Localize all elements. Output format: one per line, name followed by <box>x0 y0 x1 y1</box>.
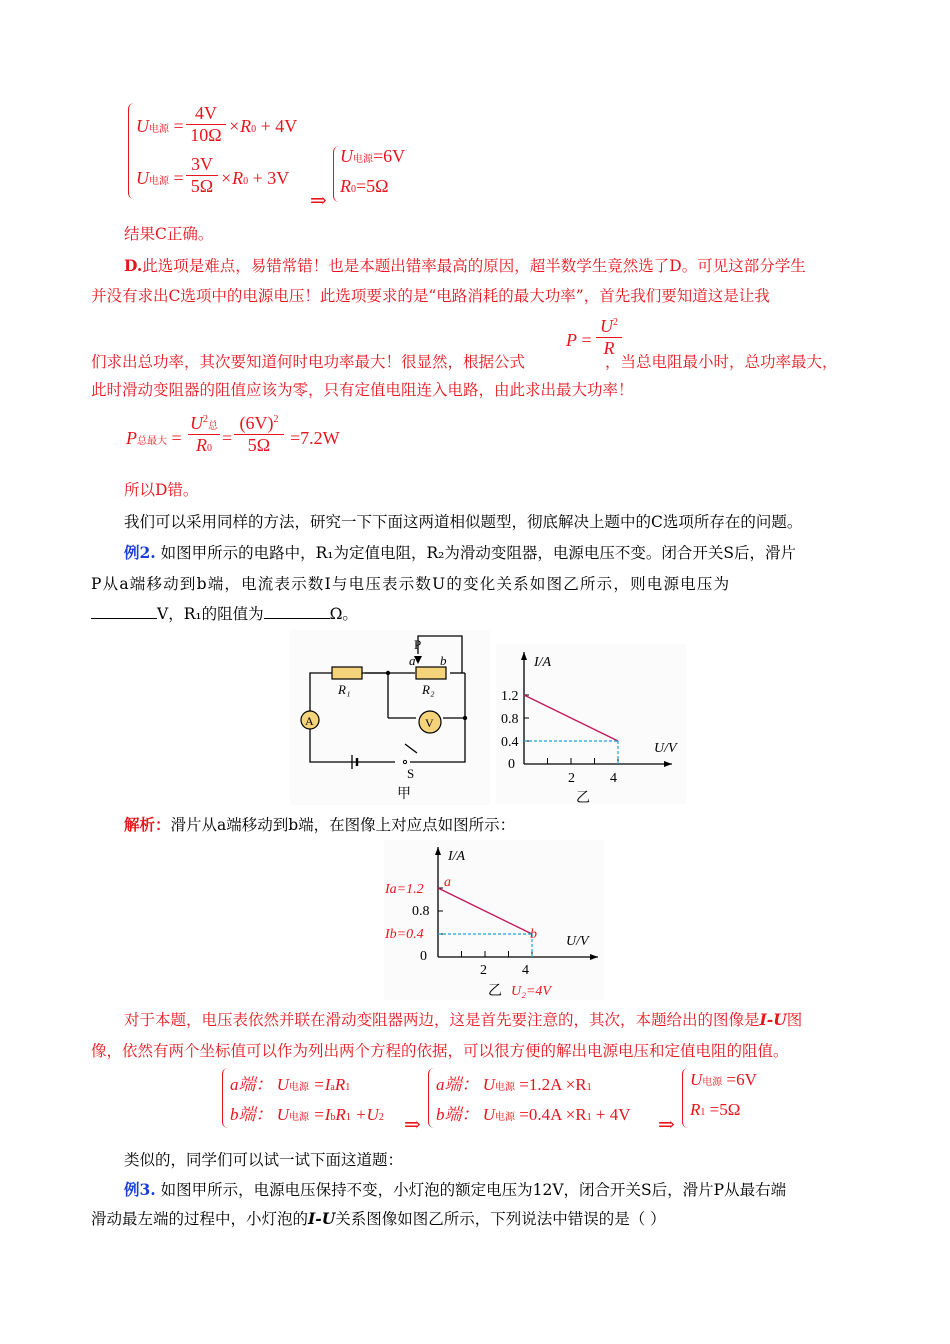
eq-term: + 4V <box>260 116 298 136</box>
example-2-line-1 <box>124 543 899 563</box>
example-label: 例2. <box>124 543 156 562</box>
eq1-row1-fraction <box>186 103 226 146</box>
example-text: 如图甲所示的电路中，R₁为定值电阻，R₂为滑动变阻器，电源电压不变。闭合开关S后，滑片 <box>155 544 797 562</box>
similar-line: 类似的，同学们可以试一试下面这道题： <box>124 1151 404 1169</box>
example-text: V，R₁的阻值为 <box>157 605 264 623</box>
result-brace <box>333 146 340 202</box>
para2-line-1 <box>124 1010 899 1030</box>
result-brace <box>682 1068 689 1128</box>
origin-label: 0 <box>508 757 515 772</box>
fraction-numerator: U <box>190 413 203 433</box>
example-label: 例3. <box>124 1180 156 1199</box>
eq3-result-1: U电源 =6V <box>690 1070 757 1089</box>
d-paragraph-line-4: 此时滑动变阻器的阻值应该为零，只有定值电阻连入电路，由此求出最大功率！ <box>91 381 634 399</box>
eq-subscript: 电源 <box>149 176 169 187</box>
origin-label: 0 <box>420 949 427 964</box>
formula-p <box>566 330 592 351</box>
fraction-numerator: 3V <box>191 154 213 174</box>
para-emphasis: I-U <box>759 1010 787 1029</box>
figure-caption: 乙 <box>576 791 590 804</box>
c-result: 结果C正确。 <box>124 225 214 243</box>
example-text: 滑动最左端的过程中，小灯泡的 <box>91 1210 309 1228</box>
label-voltmeter: V <box>425 716 434 730</box>
y-axis-label: I/A <box>534 655 552 670</box>
x-tick-label: 2 <box>480 963 487 978</box>
d-paragraph-line-1 <box>124 256 899 276</box>
eq-superscript: 2 <box>613 317 618 328</box>
middle-brace <box>428 1068 435 1128</box>
eq1-row1 <box>136 116 184 137</box>
d-paragraph-line-2: 并没有求出C选项中的电源电压！此选项要求的是“电路消耗的最大功率”，首先我们要知道这是让我 <box>91 287 770 305</box>
eq-subscript: 电源 <box>149 124 169 135</box>
analysis-line <box>124 815 899 835</box>
eq-symbol: P <box>566 330 577 350</box>
eq-subscript: 0 <box>243 176 249 187</box>
fraction-numerator: U <box>600 316 613 336</box>
example-2-line-2: P从a端移动到b端，电流表示数I与电压表示数U的变化关系如图乙所示，则电源电压为 <box>91 575 731 593</box>
example-text: 关系图像如图乙所示，下列说法中错误的是（ ） <box>335 1210 666 1228</box>
fraction-numerator: 4V <box>195 103 217 123</box>
eq-value: =5Ω <box>356 176 389 196</box>
example-3-line-1 <box>124 1180 899 1200</box>
fraction-denominator: 10Ω <box>190 125 222 145</box>
pmax-lhs <box>126 428 182 449</box>
y-axis-label: I/A <box>448 849 466 864</box>
ib-label: Ib=0.4 <box>385 927 424 942</box>
eq1-row1-rest <box>228 116 297 137</box>
circuit-diagram <box>290 630 490 805</box>
pmax-result: =7.2W <box>290 428 340 448</box>
y-tick-label: 0.4 <box>501 735 519 750</box>
implies-arrow: ⇒ <box>658 1114 675 1136</box>
label-r2: R₂ <box>422 682 435 697</box>
fraction-denominator: R <box>196 435 207 455</box>
point-b-label: b <box>530 927 537 942</box>
fraction-numerator: (6V) <box>239 413 274 433</box>
eq-subscript: 电源 <box>353 154 373 165</box>
eq-term: ×R <box>228 116 252 136</box>
eq-superscript: 2 <box>273 414 279 425</box>
example-3-line-2 <box>91 1209 866 1229</box>
y-tick-label: 0.8 <box>501 712 519 727</box>
fraction-denominator: 5Ω <box>190 176 214 196</box>
pmax-fraction-2 <box>234 413 284 456</box>
u2-label: U₂=4V <box>511 984 551 999</box>
resistor-r2 <box>416 667 446 679</box>
eq-subscript: 0 <box>251 124 257 135</box>
x-axis-label: U/V <box>566 934 589 949</box>
answer-blank[interactable] <box>91 604 157 619</box>
example-text: Ω。 <box>329 605 358 623</box>
eq-sign: = <box>581 330 592 350</box>
d-result: 所以D错。 <box>124 481 199 499</box>
figure-caption: 甲 <box>397 787 411 802</box>
eq-symbol: P <box>126 428 137 448</box>
label-b: b <box>440 653 447 668</box>
label-a: a <box>409 653 416 668</box>
eq-sign: = <box>171 428 182 448</box>
y-tick-label: 1.2 <box>501 689 519 704</box>
example-emphasis: I-U <box>308 1209 336 1228</box>
label-switch: S <box>407 766 415 781</box>
eq-superscript: 2 <box>203 414 208 425</box>
answer-blank[interactable] <box>264 604 330 619</box>
eq-term: + 3V <box>252 168 290 188</box>
eq1-row2 <box>136 168 184 189</box>
eq-sign: = <box>173 116 184 136</box>
figure-caption: 乙 <box>488 984 502 999</box>
eq3-b2-row: b端： U电源 =0.4A ×R1 + 4V <box>436 1105 631 1124</box>
eq-sign: = <box>222 428 233 448</box>
eq1-row2-rest <box>220 168 289 189</box>
graph-2 <box>384 840 604 1000</box>
label-ammeter: A <box>305 714 314 728</box>
label-p: P <box>414 637 422 652</box>
d-paragraph-line-3 <box>91 352 866 372</box>
eq3-b-row: b端： U电源 =IbR1 +U2 <box>230 1105 384 1124</box>
example-text: 如图甲所示，电源电压保持不变，小灯泡的额定电压为12V，闭合开关S后，滑片P从最右端 <box>155 1181 787 1199</box>
eq-symbol: U <box>136 116 149 136</box>
resistor-r1 <box>332 667 362 679</box>
para2-line-2: 像，依然有两个坐标值可以作为列出两个方程的依据，可以很方便的解出电源电压和定值电阻的阻值。 <box>91 1042 789 1060</box>
left-brace <box>222 1068 229 1128</box>
x-tick-label: 4 <box>610 771 617 786</box>
eq-sign: = <box>173 168 184 188</box>
analysis-text: 滑片从a端移动到b端，在图像上对应点如图所示： <box>170 816 516 834</box>
fraction-denominator: 5Ω <box>247 435 271 455</box>
point-a-label: a <box>444 875 451 890</box>
eq-value: =6V <box>373 146 406 166</box>
eq-subscript: 总 <box>208 421 218 432</box>
eq-subscript: 总最大 <box>137 436 167 447</box>
ia-label: Ia=1.2 <box>385 882 424 897</box>
eq3-a2-row: a端： U电源 =1.2A ×R1 <box>436 1075 592 1094</box>
x-tick-label: 4 <box>522 963 529 978</box>
fraction-denominator: R <box>603 338 615 358</box>
eq3-result-2: R1 =5Ω <box>690 1100 741 1119</box>
x-axis-label: U/V <box>654 741 677 756</box>
para-text: 图 <box>786 1011 803 1029</box>
eq-symbol: U <box>136 168 149 188</box>
eq-symbol: U <box>340 146 353 166</box>
d-text: 此选项是难点，易错常错！也是本题出错率最高的原因，超半数学生竟然选了D。可见这部分学生 <box>142 257 806 275</box>
eq3-a-row: a端： U电源 =IaR1 <box>230 1075 351 1094</box>
pmax-fraction-1 <box>188 413 220 456</box>
y-tick-label: 0.8 <box>412 904 430 919</box>
d-text: ，当总电阻最小时，总功率最大， <box>605 353 838 371</box>
label-r1: R₁ <box>338 682 351 697</box>
eq-subscript: 0 <box>207 443 212 454</box>
eq1-result-1 <box>340 146 405 167</box>
graph-1 <box>496 644 686 804</box>
example-2-line-3 <box>91 604 866 624</box>
similar-intro: 我们可以采用同样的方法，研究一下下面这两道相似题型，彻底解决上题中的C选项所存在的问题。 <box>124 513 803 531</box>
eq-symbol: R <box>340 176 351 196</box>
eq-subscript: 0 <box>351 184 356 195</box>
d-text: 们求出总功率，其次要知道何时电功率最大！很显然，根据公式 <box>91 353 526 371</box>
implies-arrow: ⇒ <box>404 1114 421 1136</box>
para-text: 对于本题，电压表依然并联在滑动变阻器两边，这是首先要注意的，其次，本题给出的图像是 <box>124 1011 760 1029</box>
left-brace <box>128 103 135 199</box>
eq1-result-2 <box>340 176 389 197</box>
eq1-row2-fraction <box>186 154 218 197</box>
d-heading: D. <box>124 256 143 275</box>
implies-arrow: ⇒ <box>310 190 327 212</box>
x-tick-label: 2 <box>568 771 575 786</box>
eq-term: ×R <box>220 168 244 188</box>
analysis-heading: 解析： <box>124 815 171 834</box>
